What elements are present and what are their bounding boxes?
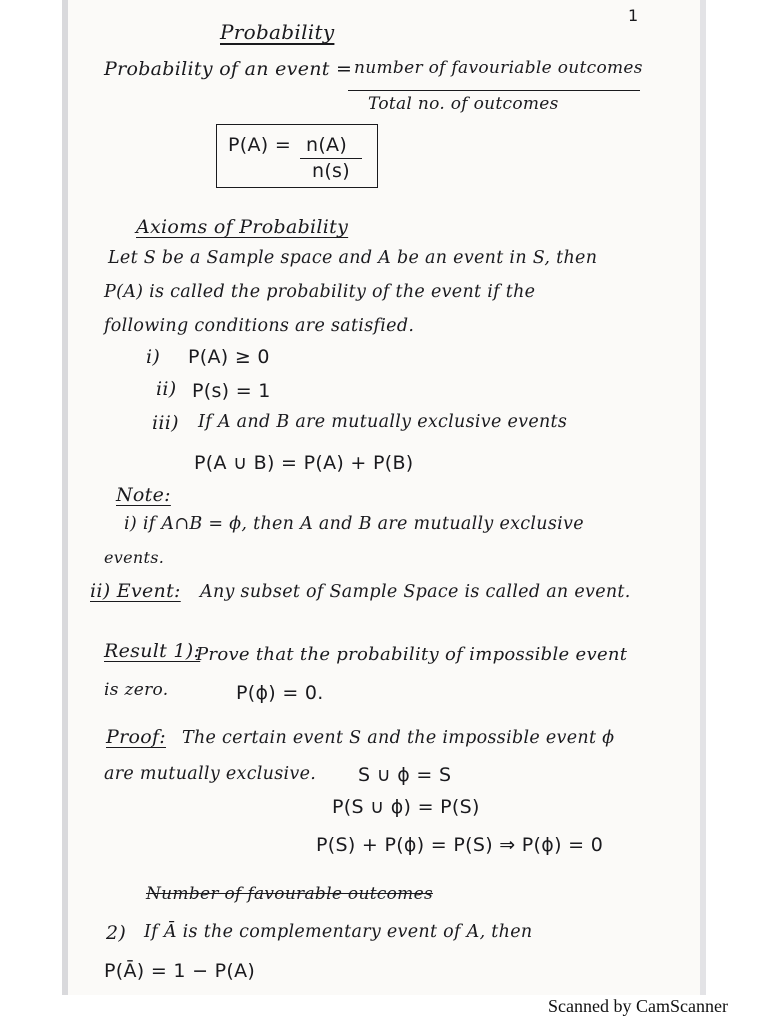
axioms-line-2: P(A) is called the probability of the event if the <box>104 282 536 302</box>
proof-line-2: are mutually exclusive. <box>104 764 317 784</box>
axioms-line-1: Let S be a Sample space and A be an event in S, then <box>108 248 598 268</box>
axioms-line-3: following conditions are satisfied. <box>104 316 415 336</box>
axiom-item-1-num: i) <box>146 346 161 368</box>
axiom-item-3-text: If A and B are mutually exclusive events <box>198 412 568 432</box>
formula-fraction-bar <box>300 158 362 159</box>
formula-denominator: n(s) <box>312 160 350 182</box>
item-2-formula: P(Ā) = 1 − P(A) <box>104 960 256 982</box>
result-text-line-2: is zero. <box>104 680 169 700</box>
note-item-1-line-2: events. <box>104 548 165 567</box>
notebook-page <box>62 0 706 995</box>
definition-denominator: Total no. of outcomes <box>368 94 559 114</box>
result-label: Result 1): <box>104 640 201 662</box>
note-item-1-line-1: i) if A∩B = ϕ, then A and B are mutually exclusive <box>124 514 584 534</box>
definition-lead: Probability of an event = <box>104 58 353 80</box>
page-title: Probability <box>220 20 335 44</box>
definition-fraction-bar <box>348 90 640 91</box>
proof-label: Proof: <box>106 726 166 748</box>
union-formula: P(A ∪ B) = P(A) + P(B) <box>194 452 414 474</box>
proof-line-2-math: S ∪ ϕ = S <box>358 764 452 786</box>
axioms-heading: Axioms of Probability <box>136 216 349 238</box>
note-item-2-label: ii) Event: <box>90 580 181 602</box>
result-formula: P(ϕ) = 0. <box>236 682 324 704</box>
axiom-item-1-text: P(A) ≥ 0 <box>188 346 270 368</box>
item-2-text: If Ā is the complementary event of A, then <box>144 922 533 942</box>
item-2-num: 2) <box>106 922 127 944</box>
formula-numerator: n(A) <box>306 134 348 156</box>
page-number: 1 <box>628 6 639 25</box>
note-heading: Note: <box>116 484 171 506</box>
struck-out-line: Number of favourable outcomes <box>146 884 433 904</box>
result-text-line-1: Prove that the probability of impossible event <box>196 644 628 665</box>
proof-line-1: The certain event S and the impossible event ϕ <box>182 728 615 748</box>
axiom-item-2-num: ii) <box>156 378 177 400</box>
footer <box>0 996 768 1024</box>
definition-numerator: number of favouriable outcomes <box>354 58 643 78</box>
proof-line-4: P(S) + P(ϕ) = P(S) ⇒ P(ϕ) = 0 <box>316 834 604 856</box>
formula-lhs: P(A) = <box>228 134 292 156</box>
proof-line-3: P(S ∪ ϕ) = P(S) <box>332 796 480 818</box>
axiom-item-3-num: iii) <box>152 412 179 434</box>
note-item-2-text: Any subset of Sample Space is called an event. <box>200 582 631 602</box>
scanner-watermark: Scanned by CamScanner <box>548 996 728 1016</box>
axiom-item-2-text: P(s) = 1 <box>192 380 271 402</box>
